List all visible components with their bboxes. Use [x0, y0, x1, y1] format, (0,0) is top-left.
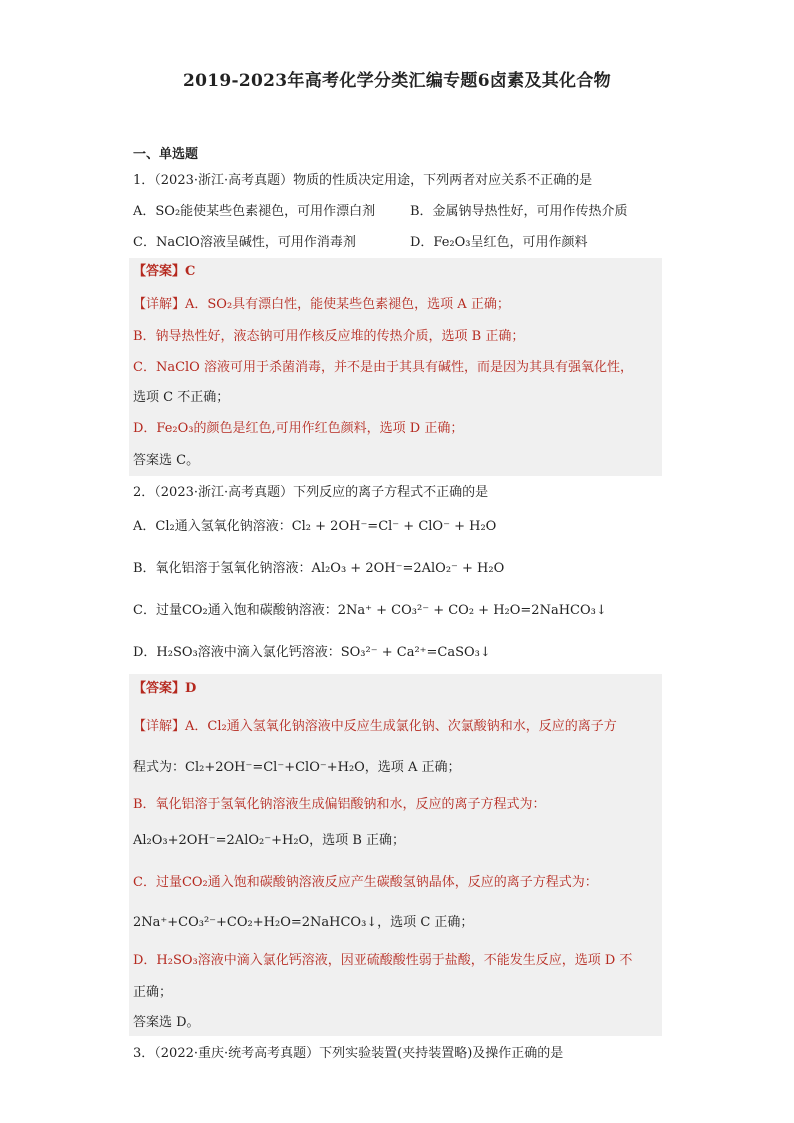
page-title: 2019-2023年高考化学分类汇编专题6卤素及其化合物	[183, 71, 611, 91]
q2-detail-1: 【详解】A．Cl₂通入氢氧化钠溶液中反应生成氯化钠、次氯酸钠和水，反应的离子方	[133, 719, 617, 734]
q1-option-d: D．Fe₂O₃呈红色，可用作颜料	[410, 235, 588, 250]
q1-option-c: C．NaClO溶液呈碱性，可用作消毒剂	[133, 235, 356, 250]
q1-detail-6: 答案选 C。	[133, 453, 200, 468]
q2-detail-9: 答案选 D。	[133, 1015, 200, 1030]
q2-detail-5: C．过量CO₂通入饱和碳酸钠溶液反应产生碳酸氢钠晶体，反应的离子方程式为：	[133, 875, 598, 890]
q2-option-b: B．氧化铝溶于氢氧化钠溶液：Al₂O₃ + 2OH⁻=2AlO₂⁻ + H₂O	[133, 561, 505, 576]
q1-detail-4: 选项 C 不正确；	[133, 390, 230, 405]
q2-option-d: D．H₂SO₃溶液中滴入氯化钙溶液：SO₃²⁻ + Ca²⁺=CaSO₃↓	[133, 645, 491, 660]
question-3-stem: 3．（2022·重庆·统考高考真题）下列实验装置(夹持装置略)及操作正确的是	[133, 1046, 564, 1061]
q2-detail-4: Al₂O₃+2OH⁻=2AlO₂⁻+H₂O，选项 B 正确；	[133, 833, 406, 848]
q2-option-a: A．Cl₂通入氢氧化钠溶液：Cl₂ + 2OH⁻=Cl⁻ + ClO⁻ + H₂O	[133, 519, 497, 534]
q2-option-c: C．过量CO₂通入饱和碳酸钠溶液：2Na⁺ + CO₃²⁻ + CO₂ + H₂O=2NaHCO₃↓	[133, 603, 607, 618]
q1-answer: 【答案】C	[133, 264, 196, 279]
q2-detail-6: 2Na⁺+CO₃²⁻+CO₂+H₂O=2NaHCO₃↓，选项 C 正确；	[133, 915, 474, 930]
q1-detail-1: 【详解】A．SO₂具有漂白性，能使某些色素褪色，选项 A 正确；	[133, 297, 510, 312]
q1-option-b: B．金属钠导热性好，可用作传热介质	[410, 204, 628, 219]
question-2-stem: 2．（2023·浙江·高考真题）下列反应的离子方程式不正确的是	[133, 485, 489, 500]
q1-detail-2: B．钠导热性好，液态钠可用作核反应堆的传热介质，选项 B 正确；	[133, 329, 525, 344]
q1-option-a: A．SO₂能使某些色素褪色，可用作漂白剂	[133, 204, 376, 219]
q1-detail-5: D．Fe₂O₃的颜色是红色,可用作红色颜料，选项 D 正确；	[133, 421, 464, 436]
section-heading: 一、单选题	[133, 147, 199, 162]
q2-detail-3: B．氧化铝溶于氢氧化钠溶液生成偏铝酸钠和水，反应的离子方程式为：	[133, 797, 546, 812]
q1-detail-3: C．NaClO 溶液可用于杀菌消毒，并不是由于其具有碱性，而是因为其具有强氧化性，	[133, 360, 633, 375]
question-1-stem: 1．（2023·浙江·高考真题）物质的性质决定用途，下列两者对应关系不正确的是	[133, 173, 593, 188]
q2-detail-8: 正确；	[133, 985, 173, 1000]
q2-detail-7: D．H₂SO₃溶液中滴入氯化钙溶液，因亚硫酸酸性弱于盐酸，不能发生反应，选项 D 不	[133, 953, 633, 968]
q2-detail-2: 程式为：Cl₂+2OH⁻=Cl⁻+ClO⁻+H₂O，选项 A 正确；	[133, 760, 461, 775]
q2-answer: 【答案】D	[133, 681, 197, 696]
